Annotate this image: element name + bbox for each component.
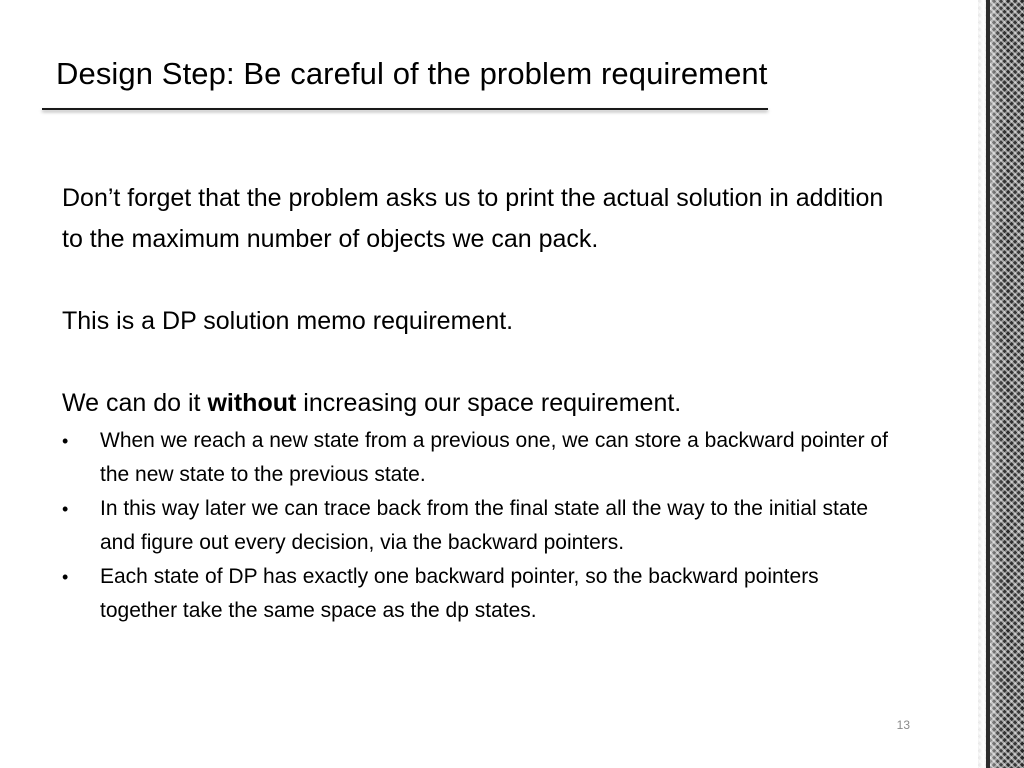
bullet-text: When we reach a new state from a previous one, we can store a backward pointer of the new state to the previous state. [100,429,888,486]
paragraph-memo-requirement: This is a DP solution memo requirement. [62,307,514,335]
bullet-item [62,492,900,560]
space-text-before: We can do it [62,389,208,417]
bullet-marker: • [62,499,69,519]
bullet-marker: • [62,567,69,587]
space-text-emphasis: without [207,389,297,417]
bullet-item [62,560,900,628]
bullet-list [62,424,902,628]
paragraph-space-requirement [62,383,902,424]
title-underline [42,108,768,110]
bullet-item [62,424,900,492]
paragraph-print-solution: Don’t forget that the problem asks us to print the actual solution in addition to the maximum number of objects we can pack. [62,184,884,253]
bullet-text: In this way later we can trace back from the final state all the way to the initial state and figure out every decision, via the backward pointers. [100,497,869,554]
page-number: 13 [896,718,910,732]
slide-body [62,178,902,628]
decorative-side-band [978,0,1024,768]
slide-title: Design Step: Be careful of the problem requirement [56,56,768,91]
bullet-text: Each state of DP has exactly one backward pointer, so the backward pointers together take the same space as the dp states. [100,565,819,622]
bullet-marker: • [62,431,69,451]
space-text-after: increasing our space requirement. [296,389,682,417]
side-band-edge [986,0,990,768]
